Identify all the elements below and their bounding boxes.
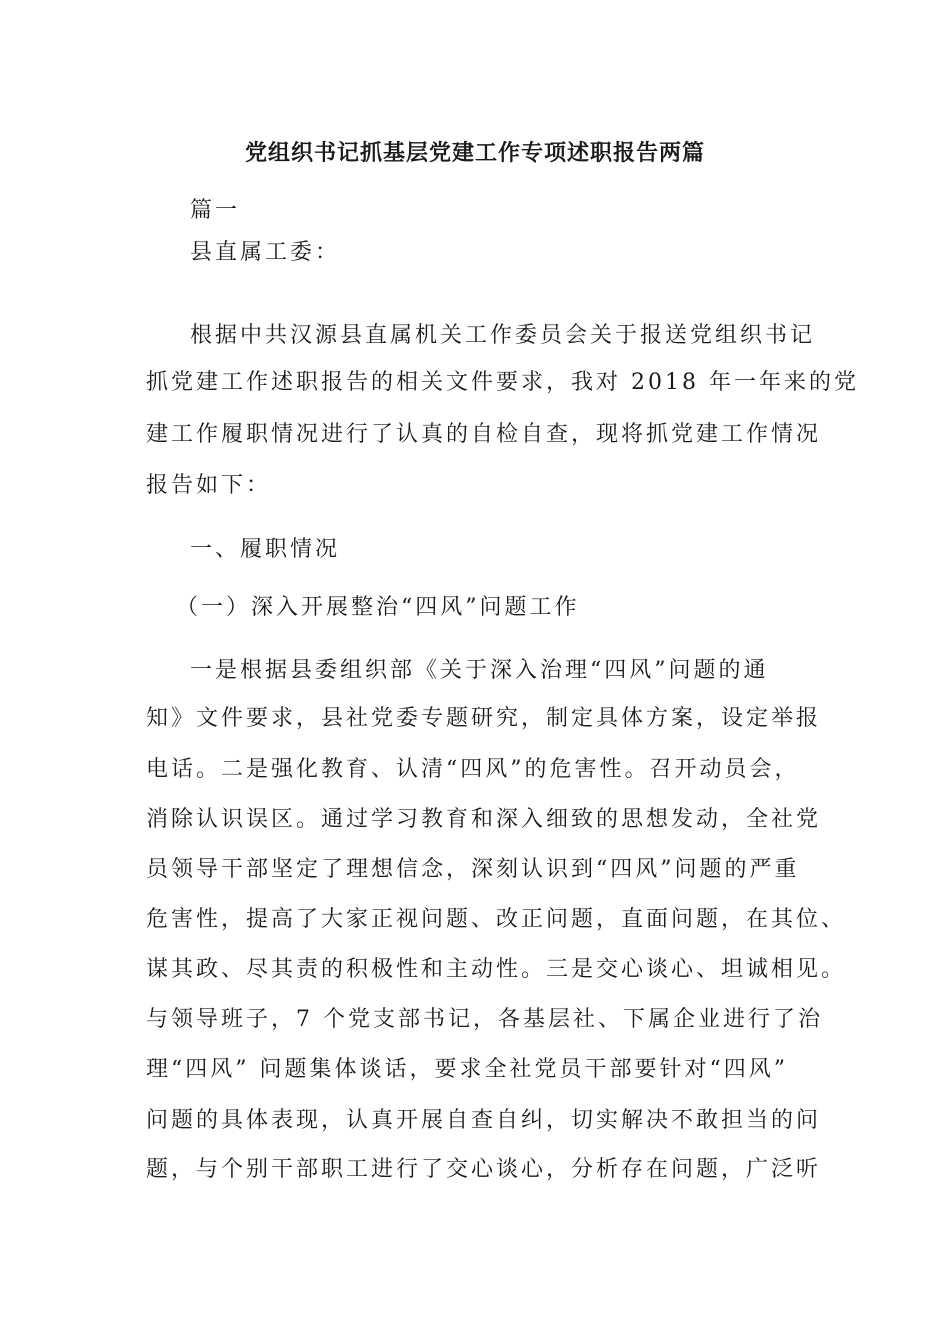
body-line: 谋其政、尽其责的积极性和主动性。三是交心谈心、坦诚相见。 [146,957,847,982]
body-line: 电话。二是强化教育、认清“四风”的危害性。召开动员会， [146,757,800,782]
body-line: 题，与个别干部职工进行了交心谈心，分析存在问题，广泛听 [146,1157,822,1182]
body-line: 理“四风” 问题集体谈话，要求全社党员干部要针对“四风” [146,1057,788,1082]
section-label: 篇一 [190,198,241,223]
subheading-1: （一）深入开展整治“四风”问题工作 [176,595,580,620]
intro-line: 根据中共汉源县直属机关工作委员会关于报送党组织书记 [190,323,816,348]
heading-1: 一、履职情况 [190,537,341,562]
document-title: 党组织书记抓基层党建工作专项述职报告两篇 [244,140,705,166]
intro-line: 报告如下： [146,473,272,498]
body-line: 一是根据县委组织部《关于深入治理“四风”问题的通 [190,658,769,683]
body-line: 与领导班子，7 个党支部书记，各基层社、下属企业进行了治 [146,1007,823,1032]
intro-line: 抓党建工作述职报告的相关文件要求，我对 2018 年一年来的党 [146,370,859,395]
body-line: 危害性，提高了大家正视问题、改正问题，直面问题，在其位、 [146,907,847,932]
body-line: 问题的具体表现，认真开展自查自纠，切实解决不敢担当的问 [146,1108,822,1133]
body-line: 消除认识误区。通过学习教育和深入细致的思想发动，全社党 [146,807,822,832]
addressee: 县直属工委： [190,240,341,265]
body-line: 员领导干部坚定了理想信念，深刻认识到“四风”问题的严重 [146,857,800,882]
body-line: 知》文件要求，县社党委专题研究，制定具体方案，设定举报 [146,706,822,731]
intro-line: 建工作履职情况进行了认真的自检自查，现将抓党建工作情况 [146,422,822,447]
